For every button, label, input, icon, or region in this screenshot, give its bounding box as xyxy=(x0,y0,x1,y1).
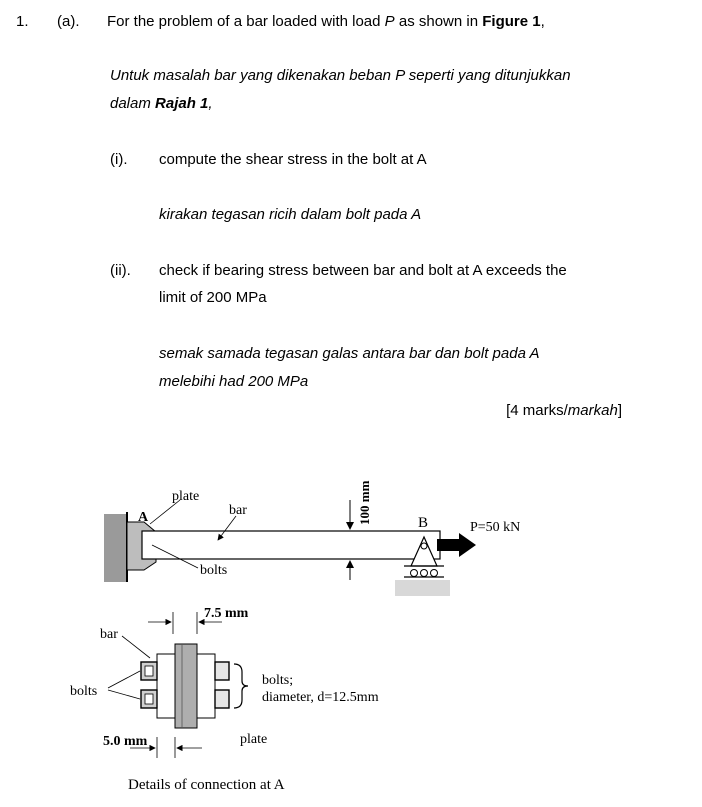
figure-caption: Details of connection at A xyxy=(128,777,285,793)
label-b: B xyxy=(418,515,429,531)
item-i-english: compute the shear stress in the bolt at A xyxy=(159,151,427,168)
detail-dim-top: 7.5 mm xyxy=(204,606,249,621)
detail-bar-left xyxy=(157,654,175,718)
bar xyxy=(142,531,440,559)
label-bar: bar xyxy=(229,503,247,518)
detail-dim-bottom: 5.0 mm xyxy=(103,734,148,749)
label-load: P=50 kN xyxy=(470,520,521,535)
intro-malay-line2: dalam Rajah 1, xyxy=(110,95,213,112)
item-ii-english-line1: check if bearing stress between bar and bolt at A exceeds the xyxy=(159,262,567,279)
item-ii-label: (ii). xyxy=(110,262,131,279)
item-ii-english-line2: limit of 200 MPa xyxy=(159,289,267,306)
item-ii-malay-line2: melebihi had 200 MPa xyxy=(159,373,309,390)
intro-malay-line1: Untuk masalah bar yang dikenakan beban P seperti yang ditunjukkan xyxy=(110,67,571,84)
load-arrow-p xyxy=(437,533,476,557)
bolts-brace xyxy=(234,664,248,708)
question-number: 1. xyxy=(16,13,29,30)
detail-label-plate: plate xyxy=(240,732,268,747)
label-bolts: bolts xyxy=(200,563,228,578)
detail-bar-right xyxy=(197,654,215,718)
item-i-label: (i). xyxy=(110,151,128,168)
label-a: A xyxy=(138,510,149,525)
item-ii-malay-line1: semak samada tegasan galas antara bar dan bolt pada A xyxy=(159,345,540,362)
item-i-malay: kirakan tegasan ricih dalam bolt pada A xyxy=(159,206,422,223)
wall-support xyxy=(104,514,126,582)
marks-label: [4 marks/markah] xyxy=(506,402,622,419)
detail-label-bolts: bolts xyxy=(70,684,98,699)
detail-plate xyxy=(175,644,197,728)
detail-label-bar: bar xyxy=(100,627,118,642)
label-depth: 100 mm xyxy=(357,480,372,525)
detail-bolts-note-2: diameter, d=12.5mm xyxy=(262,690,379,705)
question-part: (a). xyxy=(57,13,80,30)
detail-bolts-note-1: bolts; xyxy=(262,673,294,688)
intro-english: For the problem of a bar loaded with load P as shown in Figure 1, xyxy=(107,13,545,30)
label-plate: plate xyxy=(172,489,200,504)
